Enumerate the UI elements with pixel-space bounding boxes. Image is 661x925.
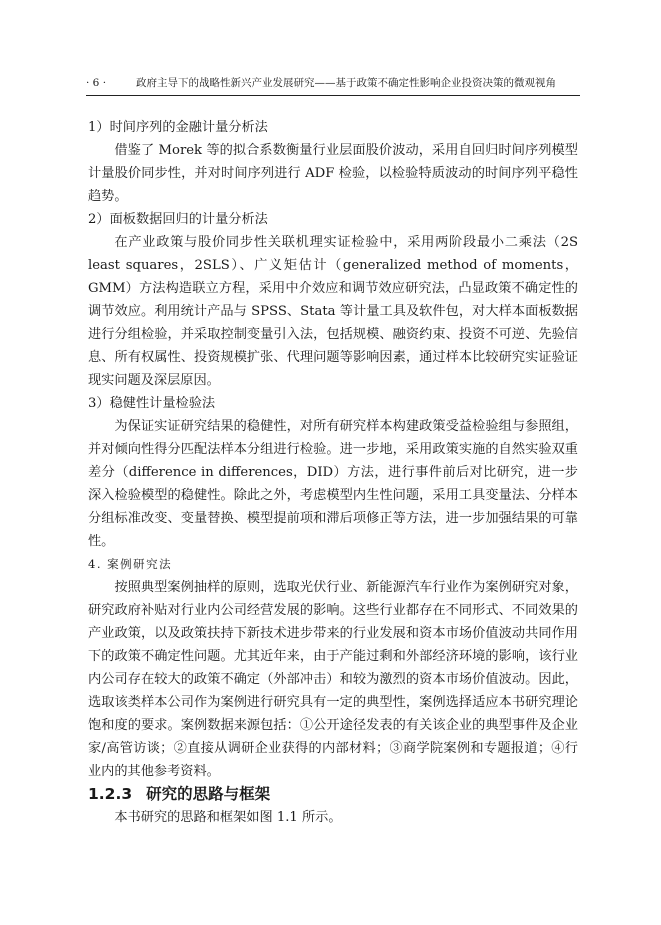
page-body: [88, 116, 578, 829]
header-rule: [86, 95, 580, 96]
paragraph-time-series: 借鉴了 Morek 等的拟合系数衡量行业层面股价波动，采用自回归时间序列模型计量股价同步性，并对时间序列进行 ADF 检验，以检验特质波动的时间序列平稳性趋势。: [88, 143, 578, 204]
section-number: 1.2.3: [88, 785, 133, 803]
section-title: 研究的思路与框架: [146, 785, 271, 803]
subsection-heading-panel-data: 2）面板数据回归的计量分析法: [88, 212, 268, 227]
section-heading-framework: [88, 783, 578, 806]
subsection-heading-time-series: 1）时间序列的金融计量分析法: [88, 120, 268, 135]
subsection-heading-robustness: 3）稳健性计量检验法: [88, 396, 216, 411]
section-heading-case-study: 4. 案例研究法: [88, 557, 173, 571]
paragraph-case-study: 按照典型案例抽样的原则，选取光伏行业、新能源汽车行业作为案例研究对象，研究政府补贴对行业内公司经营发展的影响。这些行业都存在不同形式、不同效果的产业政策，以及政策扶持下新技术进步带来的行业发展和资本市场价值波动共同作用下的政策不确定性问题。尤其近年来，由于产能过剩和外部经济环境的影响，该行业内公司存在较大的政策不确定（外部冲击）和较为激烈的资本市场价值波动。因此，选取该类样本公司作为案例进行研究具有一定的典型性，案例选择适应本书研究理论饱和度的要求。案例数据来源包括：①公开途径发表的有关该企业的典型事件及企业家/高管访谈；②直接从调研企业获得的内部材料；③商学院案例和专题报道；④行业内的其他参考资料。: [88, 580, 578, 779]
paragraph-framework: 本书研究的思路和框架如图 1.1 所示。: [114, 810, 342, 825]
running-title: 政府主导下的战略性新兴产业发展研究——基于政策不确定性影响企业投资决策的微观视角: [136, 77, 556, 89]
running-header: [86, 75, 580, 91]
paragraph-robustness: 为保证实证研究结果的稳健性，对所有研究样本构建政策受益检验组与参照组，并对倾向性得分匹配法样本分组进行检验。进一步地，采用政策实施的自然实验双重差分（difference in differences，DID）方法，进行事件前后对比研究，进一步深入检验模型的稳健性。除此之外，考虑模型内生性问题，采用工具变量法、分样本分组标准改变、变量替换、模型提前项和滞后项修正等方法，进一步加强结果的可靠性。: [88, 419, 578, 549]
page-number: · 6 ·: [86, 77, 107, 89]
paragraph-panel-data: 在产业政策与股价同步性关联机理实证检验中，采用两阶段最小二乘法（2S least squares，2SLS）、广义矩估计（generalized method of moments，GMM）方法构造联立方程，采用中介效应和调节效应研究法，凸显政策不确定性的调节效应。利用统计产品与 SPSS、Stata 等计量工具及软件包，对大样本面板数据进行分组检验，并采取控制变量引入法，包括规模、融资约束、投资不可逆、先验信息、所有权属性、投资规模扩张、代理问题等影响因素，通过样本比较研究实证验证现实问题及深层原因。: [88, 235, 578, 388]
